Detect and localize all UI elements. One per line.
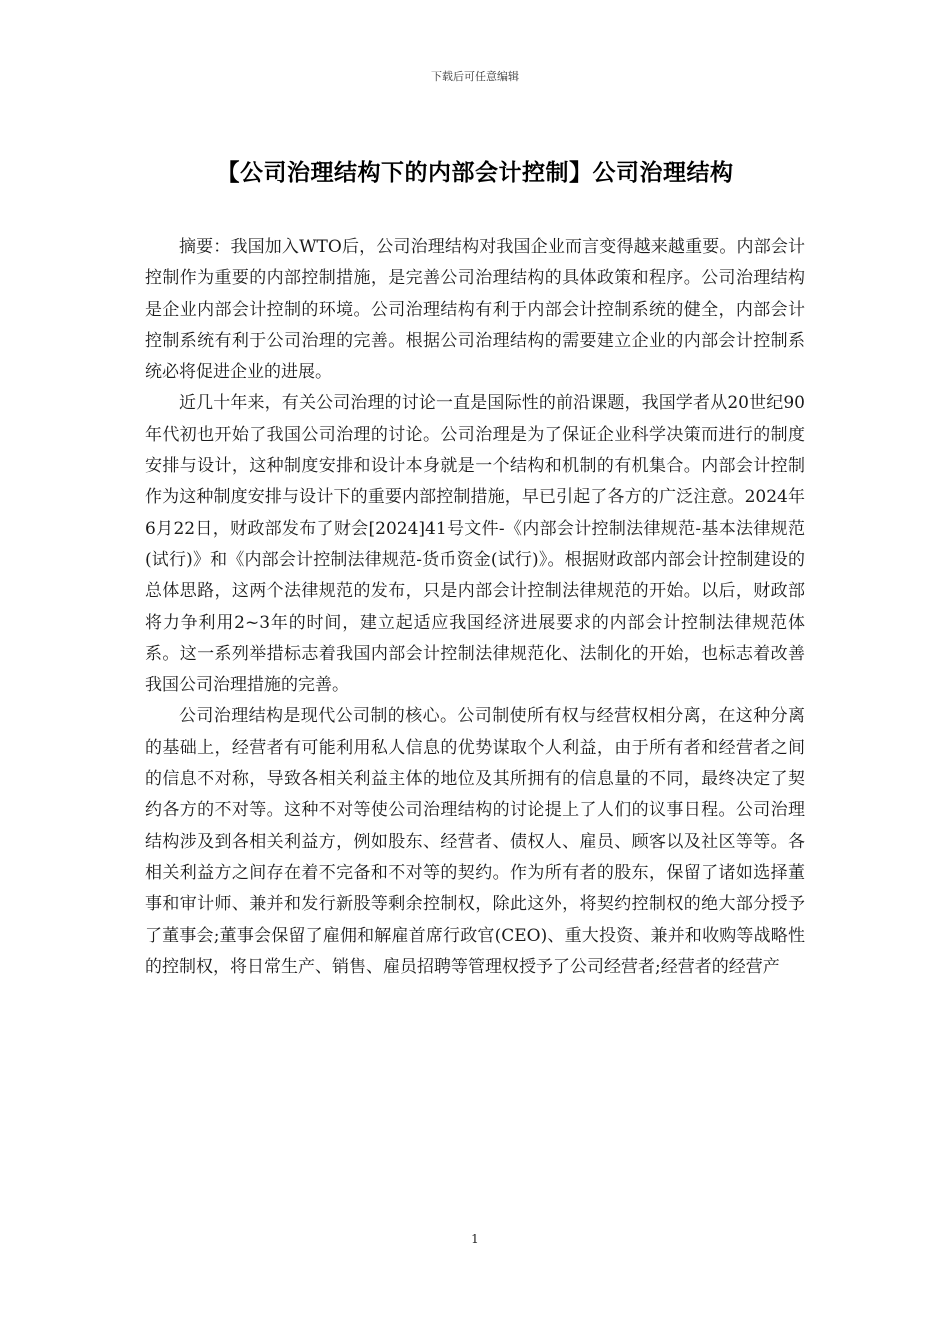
page-number: 1 [471, 1232, 479, 1246]
header-note: 下载后可任意编辑 [431, 70, 519, 83]
paragraph-3: 公司治理结构是现代公司制的核心。公司制使所有权与经营权相分离，在这种分离的基础上，经营者有可能利用私人信息的优势谋取个人利益，由于所有者和经营者之间的信息不对称，导致各相关利益主体的地位及其所拥有的信息量的不同，最终决定了契约各方的不对等。这种不对等使公司治理结构的讨论提上了人们的议事日程。公司治理结构涉及到各相关利益方，例如股东、经营者、债权人、雇员、顾客以及社区等等。各相关利益方之间存在着不完备和不对等的契约。作为所有者的股东，保留了诸如选择董事和审计师、兼并和发行新股等剩余控制权，除此这外，将契约控制权的绝大部分授予了董事会;董事会保留了雇佣和解雇首席行政官(CEO)、重大投资、兼并和收购等战略性的控制权，将日常生产、销售、雇员招聘等管理权授予了公司经营者;经营者的经营产 [145, 706, 805, 977]
paragraph-2: 近几十年来，有关公司治理的讨论一直是国际性的前沿课题，我国学者从20世纪90年代初也开始了我国公司治理的讨论。公司治理是为了保证企业科学决策而进行的制度安排与设计，这种制度安排和设计本身就是一个结构和机制的有机集合。内部会计控制作为这种制度安排与设计下的重要内部控制措施，早已引起了各方的广泛注意。2024年6月22日，财政部发布了财会[2024]41号文件-《内部会计控制法律规范-基本法律规范(试行)》和《内部会计控制法律规范-货币资金(试行)》。根据财政部内部会计控制建设的总体思路，这两个法律规范的发布，只是内部会计控制法律规范的开始。以后，财政部将力争利用2~3年的时间，建立起适应我国经济进展要求的内部会计控制法律规范体系。这一系列举措标志着我国内部会计控制法律规范化、法制化的开始，也标志着改善我国公司治理措施的完善。 [145, 393, 805, 696]
paragraph-abstract: 摘要：我国加入WTO后，公司治理结构对我国企业而言变得越来越重要。内部会计控制作为重要的内部控制措施，是完善公司治理结构的具体政策和程序。公司治理结构是企业内部会计控制的环境。公司治理结构有利于内部会计控制系统的健全，内部会计控制系统有利于公司治理的完善。根据公司治理结构的需要建立企业的内部会计控制系统必将促进企业的进展。 [145, 237, 805, 383]
document-title: 【公司治理结构下的内部会计控制】公司治理结构 [216, 160, 734, 186]
document-body [145, 232, 805, 983]
